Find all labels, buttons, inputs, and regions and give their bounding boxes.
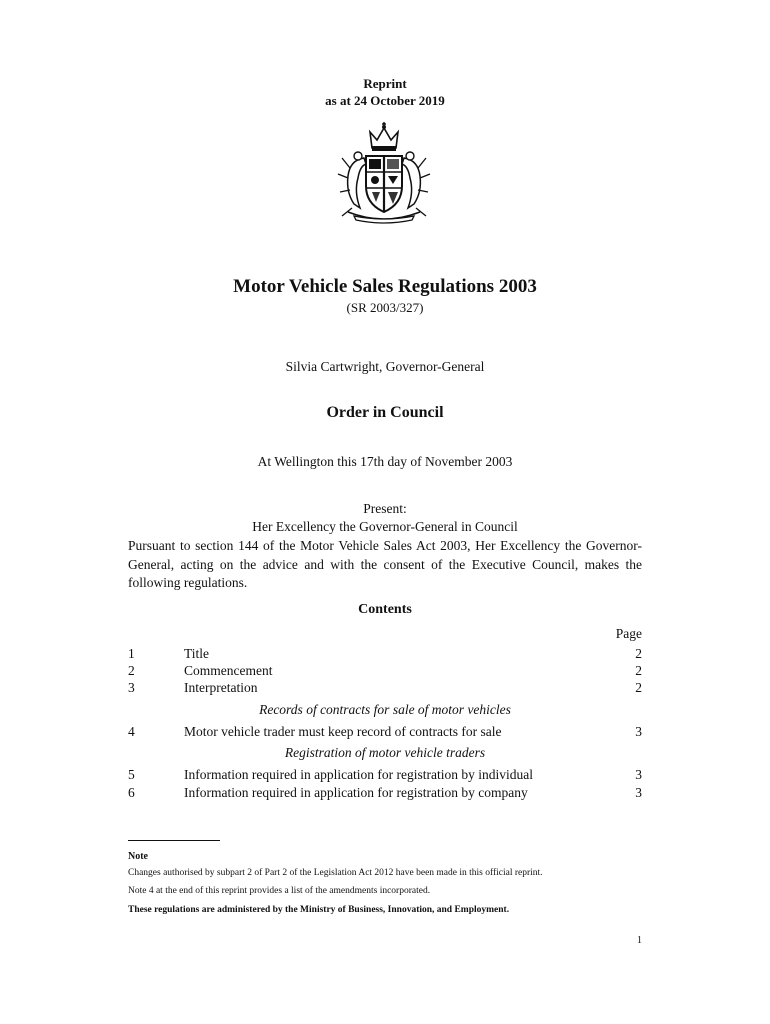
toc-part-heading[interactable]: Records of contracts for sale of motor vehicles [259, 702, 511, 717]
toc-entry[interactable] [128, 646, 642, 664]
administering-ministry-note: These regulations are administered by the Ministry of Business, Innovation, and Employment. [128, 905, 510, 915]
toc-entry[interactable] [128, 767, 642, 785]
toc-entry-number: 2 [128, 663, 135, 678]
present-block [0, 500, 770, 536]
toc-entry-number: 4 [128, 724, 135, 739]
place-and-date: At Wellington this 17th day of November 2003 [257, 454, 513, 469]
toc-entry-page: 2 [635, 663, 642, 678]
note-label: Note [128, 851, 148, 862]
contents-page-label: Page [615, 626, 642, 641]
note-line: Note 4 at the end of this reprint provides a list of the amendments incorporated. [128, 886, 431, 896]
toc-entry-page: 3 [635, 767, 642, 782]
toc-entry[interactable] [128, 663, 642, 681]
footnote-divider [128, 840, 220, 841]
order-in-council-heading: Order in Council [326, 404, 444, 421]
preamble-paragraph: Pursuant to section 144 of the Motor Vehicle Sales Act 2003, Her Excellency the Governor-General, acting on the advice and with the consent of the Executive Council, makes the following regulations. [128, 538, 642, 590]
toc-entry-title[interactable]: Title [184, 646, 210, 661]
toc-part-heading[interactable]: Registration of motor vehicle traders [284, 745, 486, 760]
toc-entry-page: 2 [635, 680, 642, 695]
reprint-notice [0, 75, 770, 109]
present-who: Her Excellency the Governor-General in Council [252, 519, 518, 534]
toc-entry-title[interactable]: Interpretation [184, 680, 258, 695]
toc-entry-number: 5 [128, 767, 135, 782]
toc-entry-page: 3 [635, 724, 642, 739]
toc-entry-title[interactable]: Commencement [184, 663, 273, 678]
toc-entry-number: 3 [128, 680, 135, 695]
toc-entry-number: 1 [128, 646, 135, 661]
present-label: Present: [363, 501, 407, 516]
toc-entry-title[interactable]: Information required in application for registration by individual [184, 767, 534, 782]
toc-entry-page: 2 [635, 646, 642, 661]
note-line: Changes authorised by subpart 2 of Part 2 of the Legislation Act 2012 have been made in this official reprint. [128, 868, 543, 878]
toc-entry[interactable] [128, 724, 642, 742]
sr-number: (SR 2003/327) [346, 300, 424, 315]
toc-entry[interactable] [128, 785, 642, 803]
toc-entry-number: 6 [128, 785, 135, 800]
contents-heading: Contents [358, 602, 412, 617]
governor-general-line: Silvia Cartwright, Governor-General [285, 359, 485, 374]
toc-entry-title[interactable]: Information required in application for registration by company [184, 785, 528, 800]
page-number: 1 [637, 935, 642, 946]
toc-entry-page: 3 [635, 785, 642, 800]
document-title: Motor Vehicle Sales Regulations 2003 [233, 276, 537, 297]
reprint-label: Reprint [363, 76, 407, 91]
nz-coat-of-arms-icon [320, 118, 448, 228]
toc-entry[interactable] [128, 680, 642, 698]
toc-entry-title[interactable]: Motor vehicle trader must keep record of contracts for sale [184, 724, 502, 739]
reprint-date: as at 24 October 2019 [325, 93, 445, 108]
